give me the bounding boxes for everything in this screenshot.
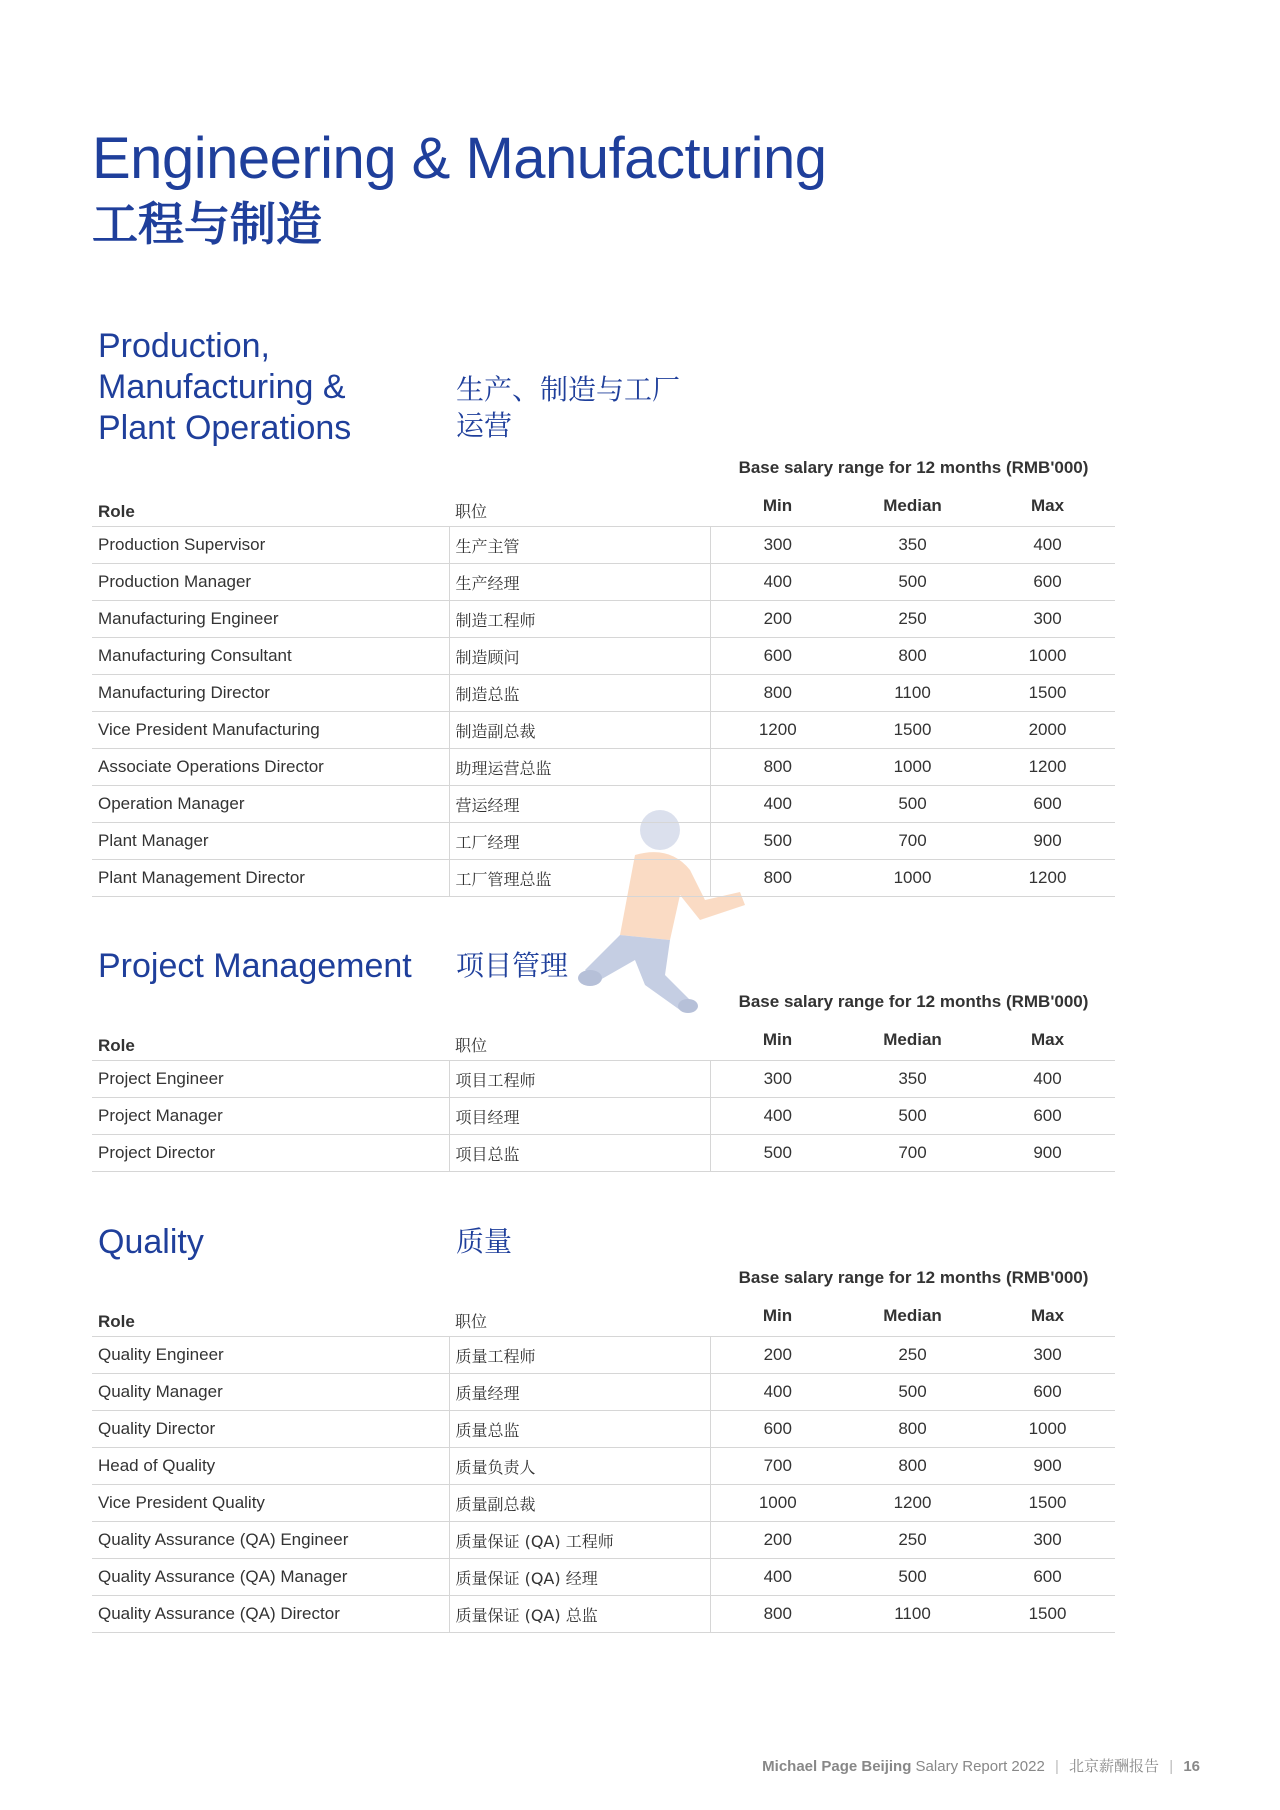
section-title-zh: 质量 [456, 1225, 513, 1258]
col-header-role-zh: 职位 [455, 1036, 488, 1055]
role-zh-cell: 质量总监 [449, 1411, 710, 1448]
table-row [92, 712, 1115, 749]
max-cell: 600 [980, 1559, 1115, 1596]
table-row [92, 1337, 1115, 1374]
table-row [92, 1522, 1115, 1559]
role-cell: Head of Quality [92, 1448, 449, 1485]
page-footer [762, 1755, 1200, 1776]
median-cell: 1500 [845, 712, 980, 749]
col-header-max: Max [1030, 1306, 1065, 1325]
footer-report-zh: 北京薪酬报告 [1069, 1757, 1160, 1775]
max-cell: 300 [980, 1337, 1115, 1374]
max-cell: 600 [980, 786, 1115, 823]
role-cell: Operation Manager [92, 786, 449, 823]
role-cell: Quality Assurance (QA) Director [92, 1596, 449, 1633]
min-cell: 500 [710, 823, 845, 860]
median-cell: 250 [845, 1522, 980, 1559]
max-cell: 2000 [980, 712, 1115, 749]
role-zh-cell: 质量保证 (QA) 经理 [449, 1559, 710, 1596]
table-row [92, 1061, 1115, 1098]
max-cell: 1200 [980, 749, 1115, 786]
table-body [92, 1337, 1115, 1633]
base-salary-note: Base salary range for 12 months (RMB'000) [738, 1268, 1089, 1287]
role-zh-cell: 项目工程师 [449, 1061, 710, 1098]
min-cell: 400 [710, 1374, 845, 1411]
role-zh-cell: 生产主管 [449, 527, 710, 564]
median-cell: 250 [845, 601, 980, 638]
col-header-role: Role [98, 1036, 135, 1055]
max-cell: 1500 [980, 1485, 1115, 1522]
max-cell: 300 [980, 1522, 1115, 1559]
role-cell: Vice President Manufacturing [92, 712, 449, 749]
median-cell: 500 [845, 1098, 980, 1135]
role-zh-cell: 质量负责人 [449, 1448, 710, 1485]
min-cell: 1000 [710, 1485, 845, 1522]
role-cell: Plant Management Director [92, 860, 449, 897]
table-row [92, 1135, 1115, 1172]
table-row [92, 1596, 1115, 1633]
col-header-median: Median [883, 496, 942, 515]
base-salary-note: Base salary range for 12 months (RMB'000) [738, 992, 1089, 1011]
role-zh-cell: 生产经理 [449, 564, 710, 601]
median-cell: 1100 [845, 1596, 980, 1633]
min-cell: 1200 [710, 712, 845, 749]
table-row [92, 749, 1115, 786]
col-header-median: Median [883, 1030, 942, 1049]
max-cell: 600 [980, 1098, 1115, 1135]
min-cell: 200 [710, 1337, 845, 1374]
min-cell: 800 [710, 675, 845, 712]
min-cell: 200 [710, 601, 845, 638]
salary-table [92, 1288, 1115, 1633]
role-zh-cell: 项目总监 [449, 1135, 710, 1172]
min-cell: 300 [710, 1061, 845, 1098]
role-cell: Quality Manager [92, 1374, 449, 1411]
max-cell: 600 [980, 564, 1115, 601]
table-row [92, 527, 1115, 564]
section-title: Production, Manufacturing & Plant Operations [98, 327, 352, 447]
median-cell: 700 [845, 823, 980, 860]
role-zh-cell: 制造副总裁 [449, 712, 710, 749]
role-zh-cell: 制造工程师 [449, 601, 710, 638]
max-cell: 300 [980, 601, 1115, 638]
table-body [92, 1061, 1115, 1172]
max-cell: 1200 [980, 860, 1115, 897]
role-zh-cell: 营运经理 [449, 786, 710, 823]
role-cell: Project Engineer [92, 1061, 449, 1098]
table-header-row [92, 478, 1115, 527]
median-cell: 500 [845, 1374, 980, 1411]
role-zh-cell: 制造总监 [449, 675, 710, 712]
table-row [92, 1098, 1115, 1135]
min-cell: 600 [710, 638, 845, 675]
min-cell: 400 [710, 1559, 845, 1596]
role-cell: Quality Assurance (QA) Manager [92, 1559, 449, 1596]
median-cell: 800 [845, 1448, 980, 1485]
col-header-max: Max [1030, 1030, 1065, 1049]
median-cell: 800 [845, 1411, 980, 1448]
section-title-zh: 项目管理 [456, 949, 569, 982]
role-zh-cell: 工厂经理 [449, 823, 710, 860]
table-row [92, 786, 1115, 823]
section-title: Quality [98, 1223, 204, 1261]
max-cell: 1500 [980, 675, 1115, 712]
col-header-role: Role [98, 502, 135, 521]
median-cell: 700 [845, 1135, 980, 1172]
role-cell: Production Manager [92, 564, 449, 601]
min-cell: 200 [710, 1522, 845, 1559]
min-cell: 800 [710, 749, 845, 786]
role-zh-cell: 助理运营总监 [449, 749, 710, 786]
col-header-min: Min [762, 1306, 793, 1325]
footer-divider: | [1054, 1758, 1059, 1775]
role-zh-cell: 质量保证 (QA) 工程师 [449, 1522, 710, 1559]
max-cell: 900 [980, 1448, 1115, 1485]
median-cell: 1000 [845, 860, 980, 897]
page-number: 16 [1183, 1758, 1200, 1775]
median-cell: 1200 [845, 1485, 980, 1522]
table-row [92, 823, 1115, 860]
median-cell: 500 [845, 786, 980, 823]
footer-report: Salary Report 2022 [915, 1758, 1045, 1775]
role-zh-cell: 质量副总裁 [449, 1485, 710, 1522]
table-body [92, 527, 1115, 897]
max-cell: 900 [980, 823, 1115, 860]
role-cell: Quality Director [92, 1411, 449, 1448]
table-header-row [92, 1288, 1115, 1337]
table-row [92, 1411, 1115, 1448]
section-title-zh: 生产、制造与工厂 运营 [456, 373, 681, 442]
salary-table [92, 478, 1115, 897]
min-cell: 600 [710, 1411, 845, 1448]
median-cell: 250 [845, 1337, 980, 1374]
role-zh-cell: 项目经理 [449, 1098, 710, 1135]
min-cell: 800 [710, 860, 845, 897]
section-title: Project Management [98, 947, 412, 985]
table-row [92, 1485, 1115, 1522]
col-header-role: Role [98, 1312, 135, 1331]
median-cell: 500 [845, 1559, 980, 1596]
col-header-role-zh: 职位 [455, 502, 488, 521]
role-zh-cell: 质量经理 [449, 1374, 710, 1411]
role-cell: Quality Assurance (QA) Engineer [92, 1522, 449, 1559]
max-cell: 400 [980, 527, 1115, 564]
min-cell: 300 [710, 527, 845, 564]
max-cell: 1500 [980, 1596, 1115, 1633]
footer-divider: | [1169, 1758, 1174, 1775]
col-header-min: Min [762, 1030, 793, 1049]
min-cell: 500 [710, 1135, 845, 1172]
max-cell: 600 [980, 1374, 1115, 1411]
min-cell: 400 [710, 564, 845, 601]
role-cell: Plant Manager [92, 823, 449, 860]
median-cell: 350 [845, 527, 980, 564]
base-salary-note: Base salary range for 12 months (RMB'000) [738, 458, 1089, 477]
table-row [92, 675, 1115, 712]
table-header-row [92, 1012, 1115, 1061]
role-cell: Vice President Quality [92, 1485, 449, 1522]
table-row [92, 1559, 1115, 1596]
median-cell: 1000 [845, 749, 980, 786]
footer-brand: Michael Page Beijing [762, 1758, 912, 1775]
min-cell: 800 [710, 1596, 845, 1633]
role-cell: Project Director [92, 1135, 449, 1172]
max-cell: 1000 [980, 638, 1115, 675]
role-cell: Manufacturing Consultant [92, 638, 449, 675]
table-row [92, 1374, 1115, 1411]
role-cell: Associate Operations Director [92, 749, 449, 786]
min-cell: 700 [710, 1448, 845, 1485]
table-row [92, 1448, 1115, 1485]
median-cell: 800 [845, 638, 980, 675]
page-title: Engineering & Manufacturing [92, 126, 827, 191]
role-cell: Quality Engineer [92, 1337, 449, 1374]
role-cell: Manufacturing Director [92, 675, 449, 712]
role-zh-cell: 质量保证 (QA) 总监 [449, 1596, 710, 1633]
max-cell: 400 [980, 1061, 1115, 1098]
min-cell: 400 [710, 786, 845, 823]
role-zh-cell: 制造顾问 [449, 638, 710, 675]
max-cell: 1000 [980, 1411, 1115, 1448]
max-cell: 900 [980, 1135, 1115, 1172]
min-cell: 400 [710, 1098, 845, 1135]
table-row [92, 638, 1115, 675]
col-header-median: Median [883, 1306, 942, 1325]
role-zh-cell: 质量工程师 [449, 1337, 710, 1374]
median-cell: 500 [845, 564, 980, 601]
role-cell: Project Manager [92, 1098, 449, 1135]
table-row [92, 601, 1115, 638]
role-cell: Production Supervisor [92, 527, 449, 564]
role-cell: Manufacturing Engineer [92, 601, 449, 638]
page-title-zh: 工程与制造 [92, 197, 322, 251]
col-header-max: Max [1030, 496, 1065, 515]
col-header-min: Min [762, 496, 793, 515]
table-row [92, 564, 1115, 601]
role-zh-cell: 工厂管理总监 [449, 860, 710, 897]
median-cell: 350 [845, 1061, 980, 1098]
table-row [92, 860, 1115, 897]
median-cell: 1100 [845, 675, 980, 712]
col-header-role-zh: 职位 [455, 1312, 488, 1331]
salary-table [92, 1012, 1115, 1172]
